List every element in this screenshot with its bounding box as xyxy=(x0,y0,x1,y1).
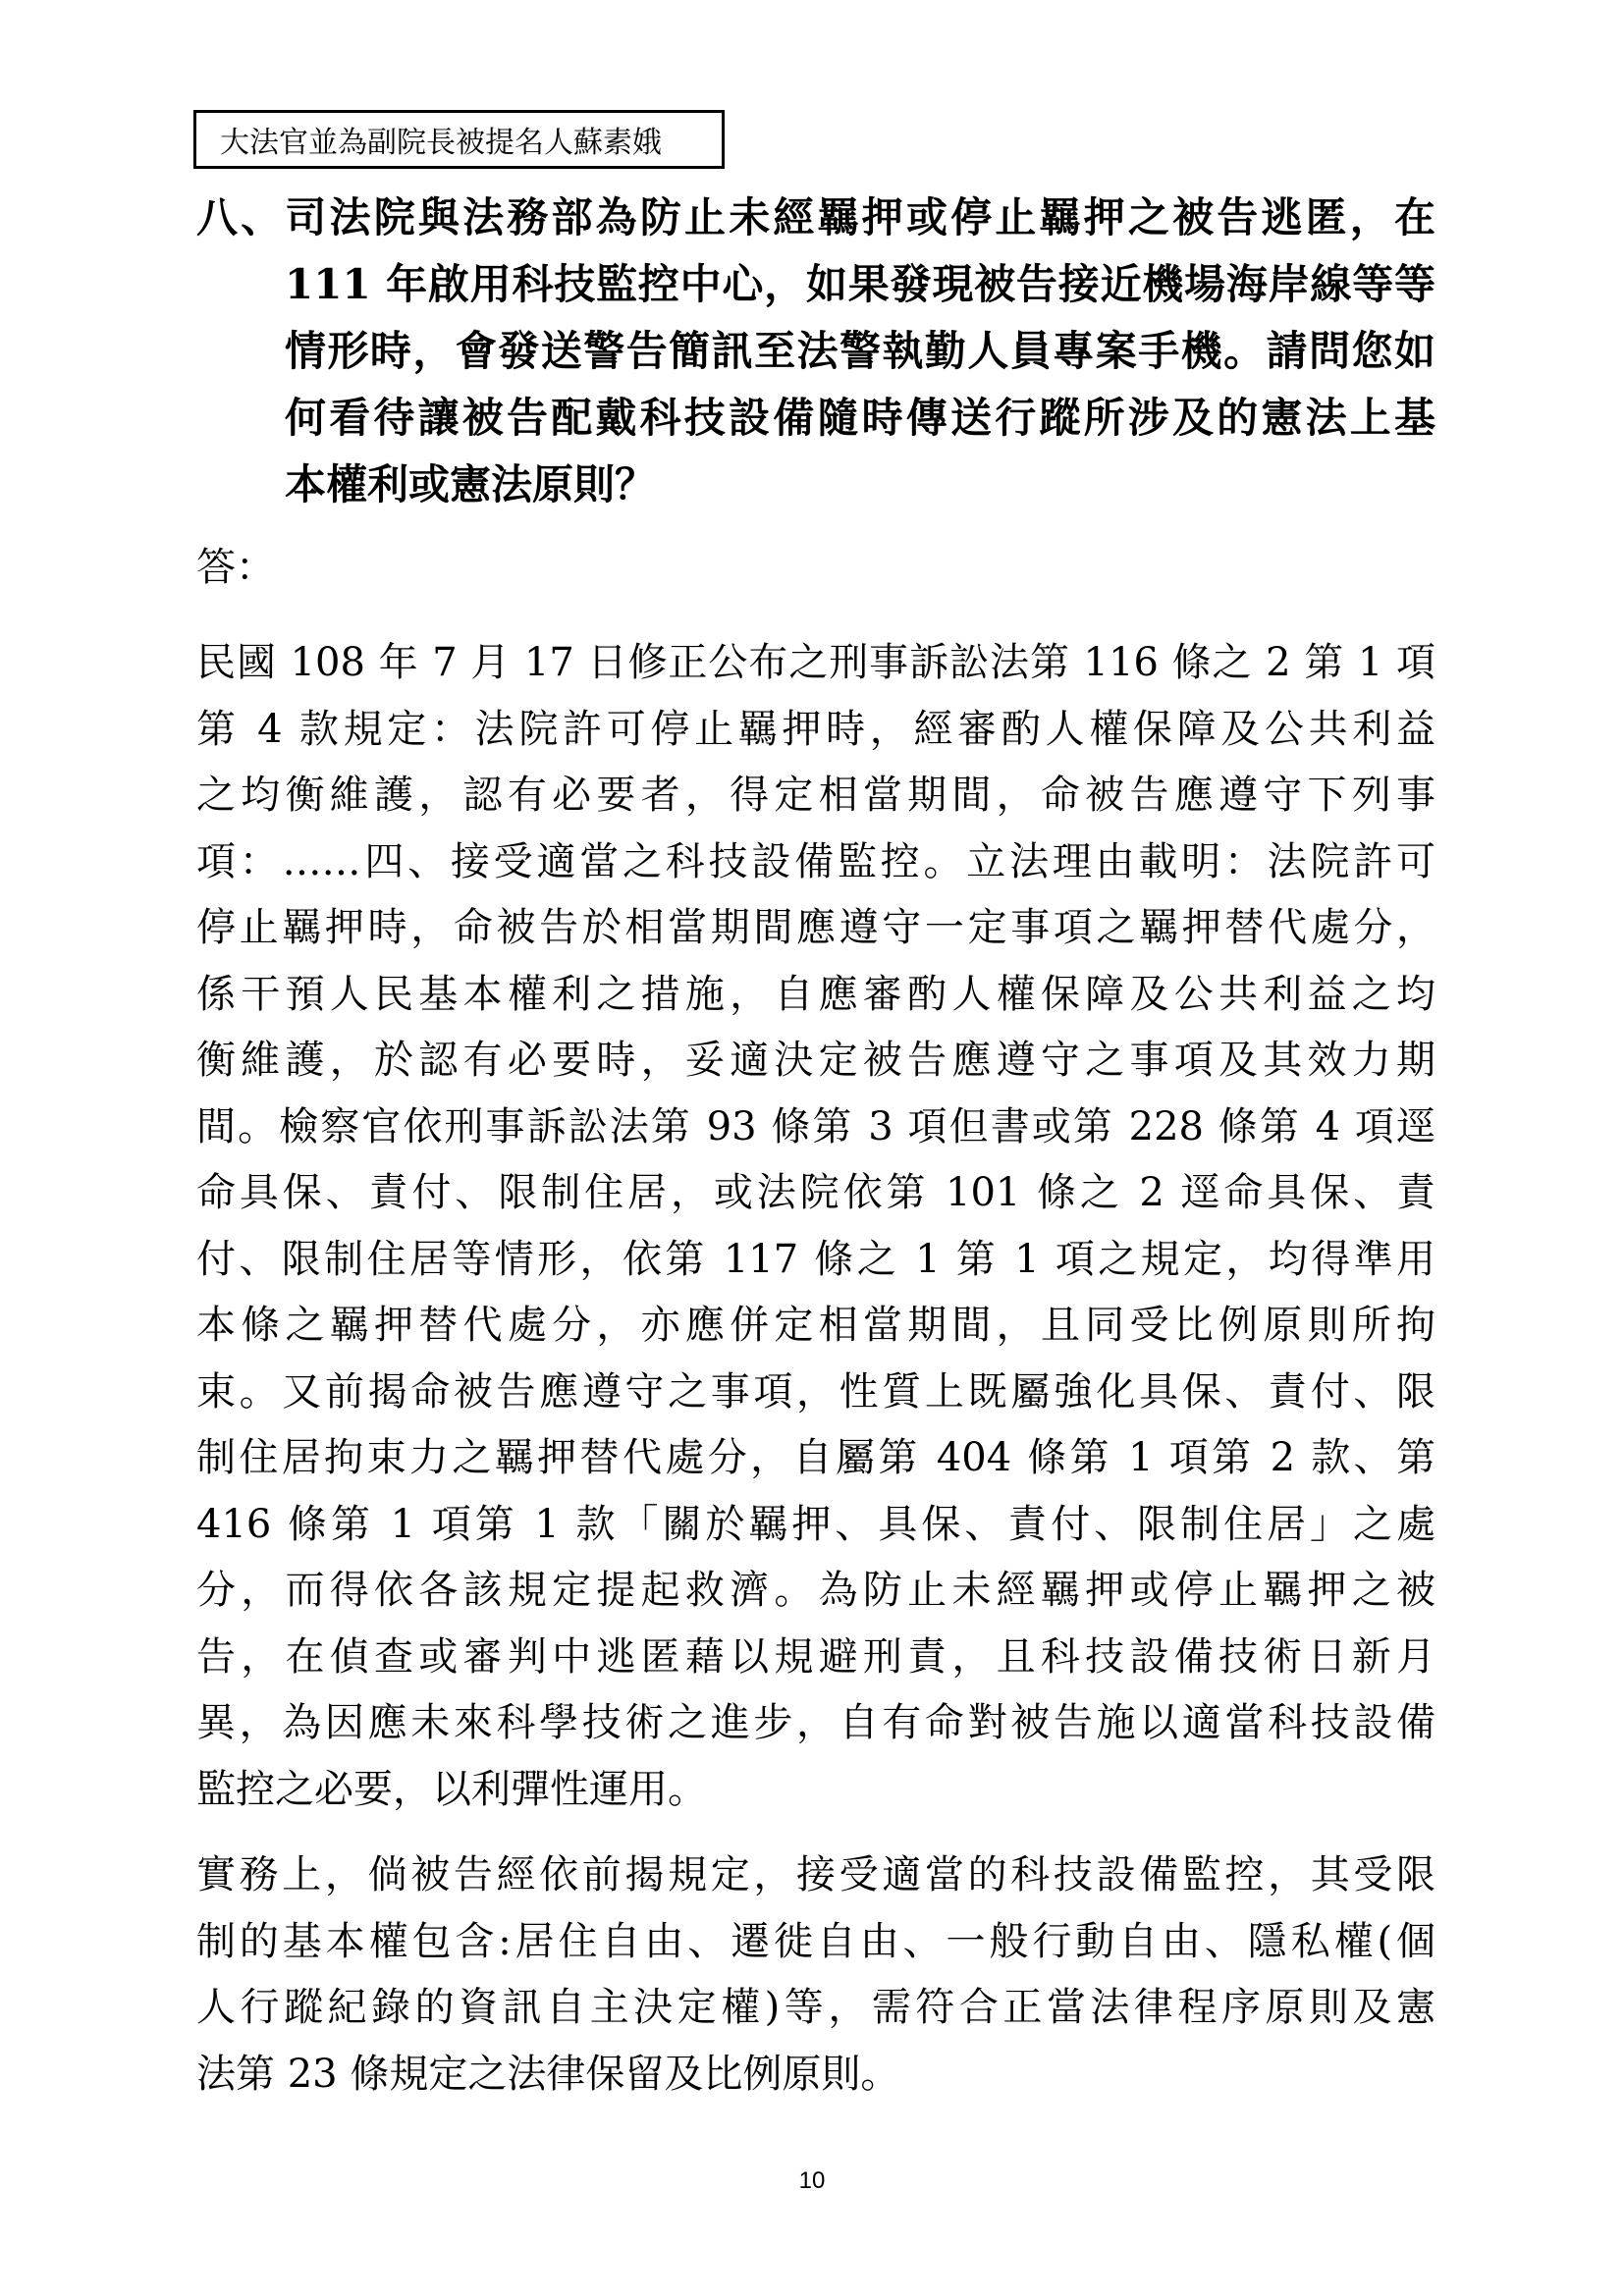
paragraph-line: 分，而得依各該規定提起救濟。為防止未經羈押或停止羈押之被 xyxy=(196,1568,1435,1613)
paragraph-line: 民國 108 年 7 月 17 日修正公布之刑事訴訟法第 116 條之 2 第 1 項 xyxy=(196,640,1435,685)
nominee-header-box xyxy=(193,110,725,169)
paragraph-line: 416 條第 1 項第 1 款「關於羈押、具保、責付、限制住居」之處 xyxy=(196,1501,1435,1547)
paragraph-line: 衡維護，於認有必要時，妥適決定被告應遵守之事項及其效力期 xyxy=(196,1038,1435,1083)
paragraph-line: 異，為因應未來科學技術之進步，自有命對被告施以適當科技設備 xyxy=(196,1700,1435,1745)
paragraph-line: 束。又前揭命被告應遵守之事項，性質上既屬強化具保、責付、限 xyxy=(196,1368,1435,1415)
paragraph-line: 付、限制住居等情形，依第 117 條之 1 第 1 項之規定，均得準用 xyxy=(196,1236,1435,1282)
paragraph-line: 告，在偵查或審判中逃匿藉以規避刑責，且科技設備技術日新月 xyxy=(196,1633,1435,1680)
answer-label: 答： xyxy=(196,545,275,590)
paragraph-line: 係干預人民基本權利之措施，自應審酌人權保障及公共利益之均 xyxy=(196,971,1435,1017)
paragraph-line: 間。檢察官依刑事訴訟法第 93 條第 3 項但書或第 228 條第 4 項逕 xyxy=(196,1103,1435,1149)
paragraph-line: 制的基本權包含:居住自由、遷徙自由、一般行動自由、隱私權(個 xyxy=(196,1918,1435,1964)
question-line: 何看待讓被告配戴科技設備隨時傳送行蹤所涉及的憲法上基 xyxy=(285,394,1435,442)
nominee-header-text: 大法官並為副院長被提名人蘇素娥 xyxy=(220,126,662,160)
paragraph-line: 停止羈押時，命被告於相當期間應遵守一定事項之羈押替代處分， xyxy=(196,905,1435,950)
paragraph-line: 實務上，倘被告經依前揭規定，接受適當的科技設備監控，其受限 xyxy=(196,1852,1435,1897)
paragraph-line: 本條之羈押替代處分，亦應併定相當期間，且同受比例原則所拘 xyxy=(196,1303,1435,1348)
page-number: 10 xyxy=(798,2167,826,2194)
paragraph-line: 法第 23 條規定之法律保留及比例原則。 xyxy=(196,2051,900,2097)
paragraph-line: 命具保、責付、限制住居，或法院依第 101 條之 2 逕命具保、責 xyxy=(196,1170,1435,1215)
paragraph-line: 人行蹤紀錄的資訊自主決定權)等，需符合正當法律程序原則及憲 xyxy=(196,1985,1435,2030)
paragraph-line: 之均衡維護，認有必要者，得定相當期間，命被告應遵守下列事 xyxy=(196,773,1435,818)
question-line: 本權利或憲法原則？ xyxy=(285,460,657,508)
question-line: 111 年啟用科技監控中心，如果發現被告接近機場海岸線等等 xyxy=(285,260,1435,308)
question-line: 情形時，會發送警告簡訊至法警執勤人員專案手機。請問您如 xyxy=(285,327,1435,375)
question-line: 八、司法院與法務部為防止未經羈押或停止羈押之被告逃匿，在 xyxy=(196,193,1435,241)
paragraph-line: 第 4 款規定：法院許可停止羈押時，經審酌人權保障及公共利益 xyxy=(196,706,1435,752)
paragraph-line: 項：……四、接受適當之科技設備監控。立法理由載明：法院許可 xyxy=(196,838,1435,884)
paragraph-line: 監控之必要，以利彈性運用。 xyxy=(196,1766,707,1812)
paragraph-line: 制住居拘束力之羈押替代處分，自屬第 404 條第 1 項第 2 款、第 xyxy=(196,1435,1435,1480)
